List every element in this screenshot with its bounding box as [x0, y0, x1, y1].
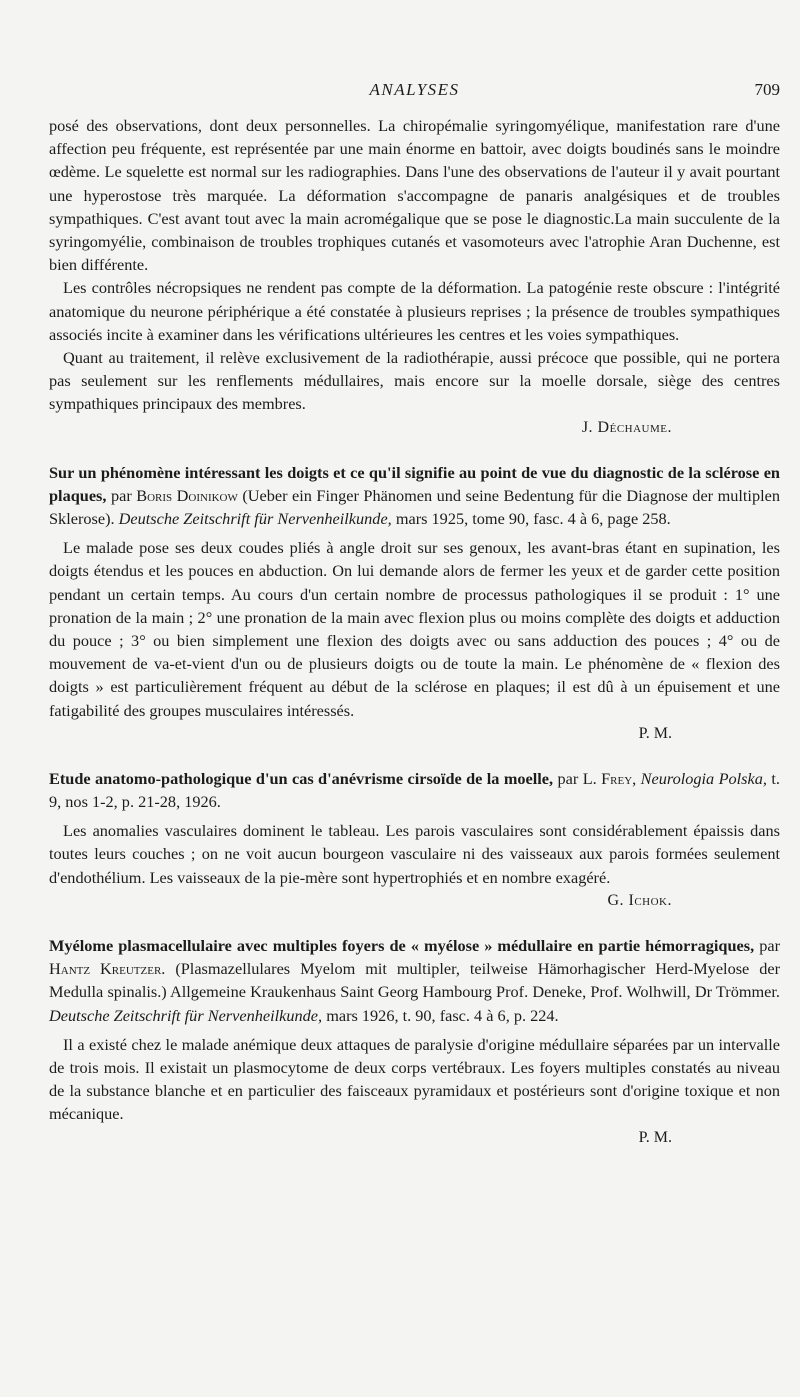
article-1 [49, 461, 780, 745]
article-2-signature: G. Ichok. [607, 891, 672, 909]
article-3-title: Myélome plasmacellulaire avec multiples foyers de « myélose » médullaire en partie hémorragiques, [49, 935, 755, 955]
article-3-ref: (Plasmazellulares Myelom mit multipler, teilweise Hämorhagischer Herd-Myelose der Medulla spinalis.) Allgemeine Kraukenhaus Saint Georg Hambourg Prof. Deneke, Prof. Wolhwill, Dr Trömmer. [49, 959, 780, 1002]
article-1-signature: P. M. [638, 724, 672, 742]
article-2 [49, 767, 780, 912]
article-3 [49, 934, 780, 1149]
article-3-ref-tail: mars 1926, t. 90, fasc. 4 à 6, p. 224. [326, 1005, 559, 1025]
running-head [49, 80, 780, 106]
article-2-ref-tail: t. 9, nos 1-2, p. 21-28, 1926. [49, 768, 780, 812]
article-3-by: par [759, 935, 780, 955]
running-title: ANALYSES [369, 80, 460, 99]
article-3-heading [49, 934, 780, 1027]
article-3-body: Il a existé chez le malade anémique deux attaques de paralysie d'origine médullaire séparées par un intervalle de trois mois. Il existait un plasmocytome de deux corps vertébraux. Les foyers multiples constatés au niveau de la substance blanche et en particulier des faisceaux pyramidaux et postérieurs sont d'origine toxique et non mécanique. [49, 1034, 780, 1124]
article-3-journal: Deutsche Zeitschrift für Nervenheilkunde, [49, 1005, 323, 1025]
intro-paragraph-2: Les contrôles nécropsiques ne rendent pas compte de la déformation. La patogénie reste obscure : l'intégrité anatomique du neurone périphérique a été constatée à plusieurs reprises ; la présence de troubles sympathiques associés incite à examiner dans les vérifications ultérieures les centres et les voies sympathiques. [49, 278, 780, 344]
article-1-body: Le malade pose ses deux coudes pliés à angle droit sur ses genoux, les avant-bras étant en supination, les doigts étendus et les pouces en abduction. On lui demande alors de fermer les yeux et de garder cette position pendant un certain temps. Au cours d'un certain nombre de processus pathologiques il se produit : 1° une pronation de la main ; 2° une pronation de la main avec flexion plus ou moins complète des doigts et adduction du pouce ; 3° ou bien simplement une flexion des doigts avec ou sans adduction des pouces ; 4° ou de mouvement de va-et-vient d'un ou de plusieurs doigts ou de toute la main. Le phénomène de « flexion des doigts » est particulièrement fréquent au début de la sclérose en plaques; il est dû à un épuisement et une fatigabilité des groupes musculaires intéressés. [49, 538, 780, 720]
article-2-heading [49, 767, 780, 813]
intro-paragraph-1: posé des observations, dont deux personnelles. La chiropémalie syringomyélique, manifestation rare d'une affection peu fréquente, est représentée par une main énorme en battoir, avec doigts boudinés sans le moindre œdème. Le squelette est normal sur les radiographies. Dans l'une des observations de l'auteur il y avait pourtant une hyperostose très marquée. La déformation s'accompagne de panaris analgésiques et de troubles sympathiques. C'est avant tout avec la main acromégalique que se pose le diagnostic.La main succulente de la syringomyélie, combinaison de troubles trophiques cutanés et vasomoteurs avec l'atrophie Aran Duchenne, est bien différente. [49, 116, 780, 275]
article-2-journal: Neurologia Polska, [640, 768, 767, 788]
article-1-title: Sur un phénomène intéressant les doigts et ce qu'il signifie au point de vue du diagnostic de la sclérose en plaques, [49, 462, 780, 505]
article-1-journal: Deutsche Zeitschrift für Nervenheilkunde, [118, 509, 392, 529]
intro-signature: J. Déchaume. [581, 418, 672, 436]
article-2-body: Les anomalies vasculaires dominent le tableau. Les parois vasculaires sont considérablement épaissis dans toutes leurs couches ; on ne voit aucun bourgeon vasculaire ni des vaisseaux aux parois formées seulement d'endothélium. Les vaisseaux de la pie-mère sont hypertrophiés et en nombre exagéré. [49, 821, 780, 887]
article-3-author: Hantz Kreutzer. [49, 959, 166, 979]
intro-paragraph-3: Quant au traitement, il relève exclusivement de la radiothérapie, aussi précoce que possible, qui ne portera pas seulement sur les renflements médullaires, mais encore sur la moelle dorsale, siège des centres sympathiques principaux des membres. [49, 348, 780, 414]
intro-section [49, 114, 780, 439]
page-number: 709 [754, 80, 780, 99]
article-1-ref-tail: mars 1925, tome 90, fasc. 4 à 6, page 258. [395, 509, 671, 529]
article-1-ref: (Ueber ein Finger Phänomen und seine Bedentung für die Diagnose der multiplen Sklerose). [49, 485, 780, 529]
article-2-author: L. Frey, [582, 768, 637, 788]
article-2-by: par [557, 768, 579, 788]
article-1-by: par [110, 485, 132, 505]
article-3-signature: P. M. [638, 1128, 672, 1146]
article-2-title: Etude anatomo-pathologique d'un cas d'anévrisme cirsoïde de la moelle, [49, 768, 554, 788]
article-1-author: Boris Doinikow [136, 485, 238, 505]
article-1-heading [49, 461, 780, 531]
